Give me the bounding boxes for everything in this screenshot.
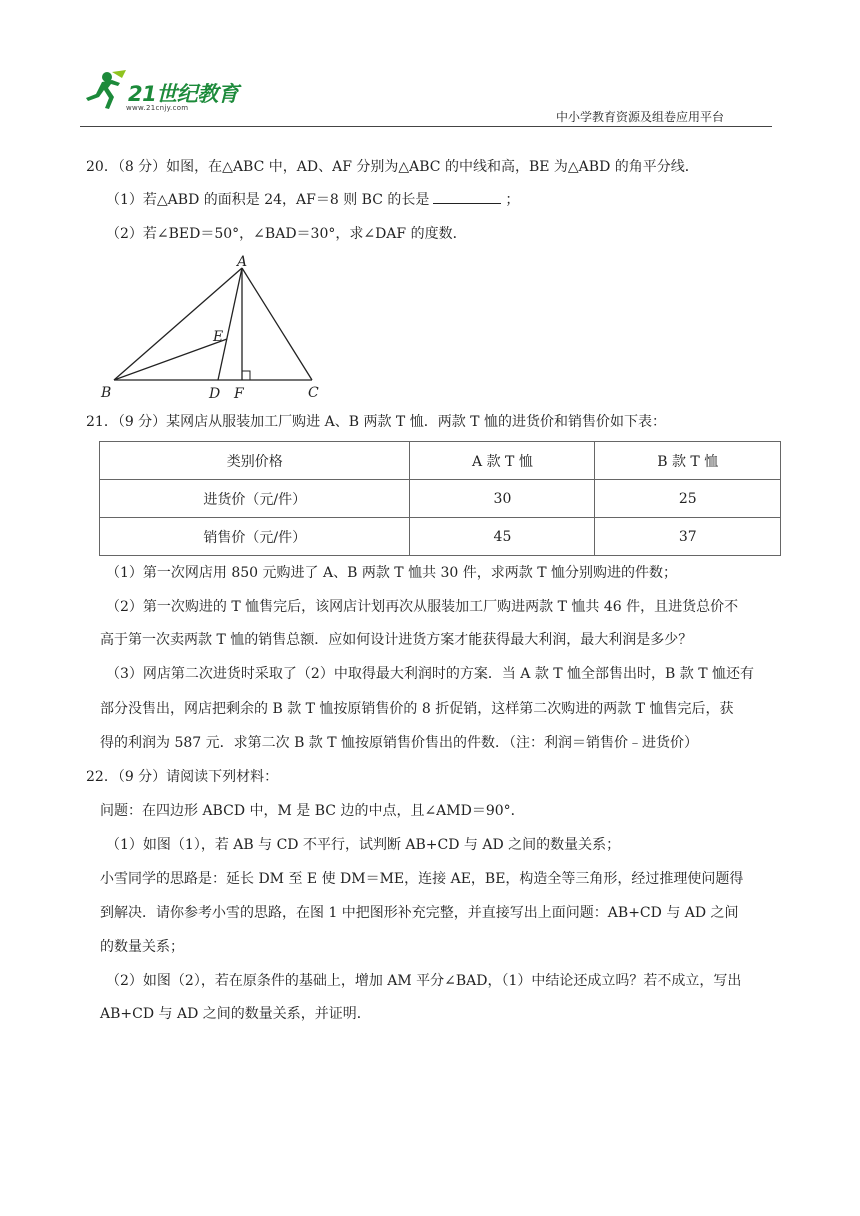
table-cell: 进货价（元/件） [100, 480, 410, 518]
bisector-be [114, 339, 227, 380]
q21-part3-line2: 部分没售出，网店把剩余的 B 款 T 恤按原销售价的 8 折促销，这样第二次购进的两款 T 恤售完后，获 [100, 701, 734, 717]
q21-part1: （1）第一次网店用 850 元购进了 A、B 两款 T 恤共 30 件，求两款 T 恤分别购进的件数； [106, 565, 678, 581]
label-e: E [213, 329, 224, 345]
side-ac [242, 268, 312, 380]
table-header-cell: 类别价格 [100, 442, 410, 480]
label-b: B [101, 385, 112, 401]
median-ad [218, 268, 242, 380]
q22-part2-line2: AB+CD 与 AD 之间的数量关系，并证明． [100, 1006, 371, 1022]
label-a: A [237, 255, 248, 270]
q22-part2-line1: （2）如图（2），若在原条件的基础上，增加 AM 平分∠BAD，（1）中结论还成立吗？若不成立，写出 [106, 973, 742, 989]
logo-url: www.21cnjy.com [126, 104, 189, 112]
label-c: C [308, 385, 319, 401]
table-row [100, 480, 781, 518]
header-divider [80, 126, 772, 127]
q20-stem: 20．（8 分）如图，在△ABC 中，AD、AF 分别为△ABC 的中线和高，BE 为△ABD 的角平分线． [86, 159, 699, 175]
q22-hint-line3: 的数量关系； [100, 939, 184, 955]
table-cell: 30 [410, 480, 595, 518]
table-cell: 45 [410, 518, 595, 556]
q22-stem: 22．（9 分）请阅读下列材料： [86, 769, 279, 785]
table-cell: 37 [595, 518, 781, 556]
label-d: D [209, 386, 221, 402]
logo-text: 21世纪教育 [128, 82, 239, 106]
q22-hint-line2: 到解决．请你参考小雪的思路，在图 1 中把图形补充完整，并直接写出上面问题：AB+CD 与 AD 之间 [100, 905, 739, 921]
triangle-figure [95, 255, 335, 405]
q21-part3-line3: 得的利润为 587 元．求第二次 B 款 T 恤按原销售价售出的件数．（注：利润＝销售价﹣进货价） [100, 735, 699, 751]
label-f: F [234, 386, 244, 402]
table-header-row [100, 442, 781, 480]
table-row [100, 518, 781, 556]
platform-name: 中小学教育资源及组卷应用平台 [556, 110, 725, 124]
side-ab [114, 268, 242, 380]
q21-stem: 21．（9 分）某网店从服装加工厂购进 A、B 两款 T 恤．两款 T 恤的进货价和销售价如下表： [86, 414, 666, 430]
right-angle-mark [242, 371, 250, 380]
runner-logo-icon [82, 68, 128, 112]
price-table [99, 441, 781, 556]
table-cell: 销售价（元/件） [100, 518, 410, 556]
q22-part1: （1）如图（1），若 AB 与 CD 不平行，试判断 AB+CD 与 AD 之间的数量关系； [106, 837, 621, 853]
q21-part2-line1: （2）第一次购进的 T 恤售完后，该网店计划再次从服装加工厂购进两款 T 恤共 46 件，且进货总价不 [106, 599, 739, 615]
table-header-cell: B 款 T 恤 [595, 442, 781, 480]
q20-part1-end: ； [505, 192, 520, 208]
q21-part3-line1: （3）网店第二次进货时采取了（2）中取得最大利润时的方案．当 A 款 T 恤全部售出时，B 款 T 恤还有 [106, 666, 755, 682]
q20-part1-text: （1）若△ABD 的面积是 24，AF＝8 则 BC 的长是 [106, 192, 430, 208]
table-cell: 25 [595, 480, 781, 518]
answer-blank [433, 190, 501, 204]
q20-part1 [106, 190, 519, 210]
q22-hint-line1: 小雪同学的思路是：延长 DM 至 E 使 DM＝ME，连接 AE，BE，构造全等三角形，经过推理使问题得 [100, 871, 744, 887]
q20-part2: （2）若∠BED＝50°，∠BAD＝30°，求∠DAF 的度数． [106, 226, 467, 242]
q22-problem: 问题：在四边形 ABCD 中，M 是 BC 边的中点，且∠AMD＝90°． [100, 803, 525, 819]
site-logo [82, 68, 252, 118]
q21-part2-line2: 高于第一次卖两款 T 恤的销售总额．应如何设计进货方案才能获得最大利润，最大利润是多少？ [100, 632, 693, 648]
table-header-cell: A 款 T 恤 [410, 442, 595, 480]
